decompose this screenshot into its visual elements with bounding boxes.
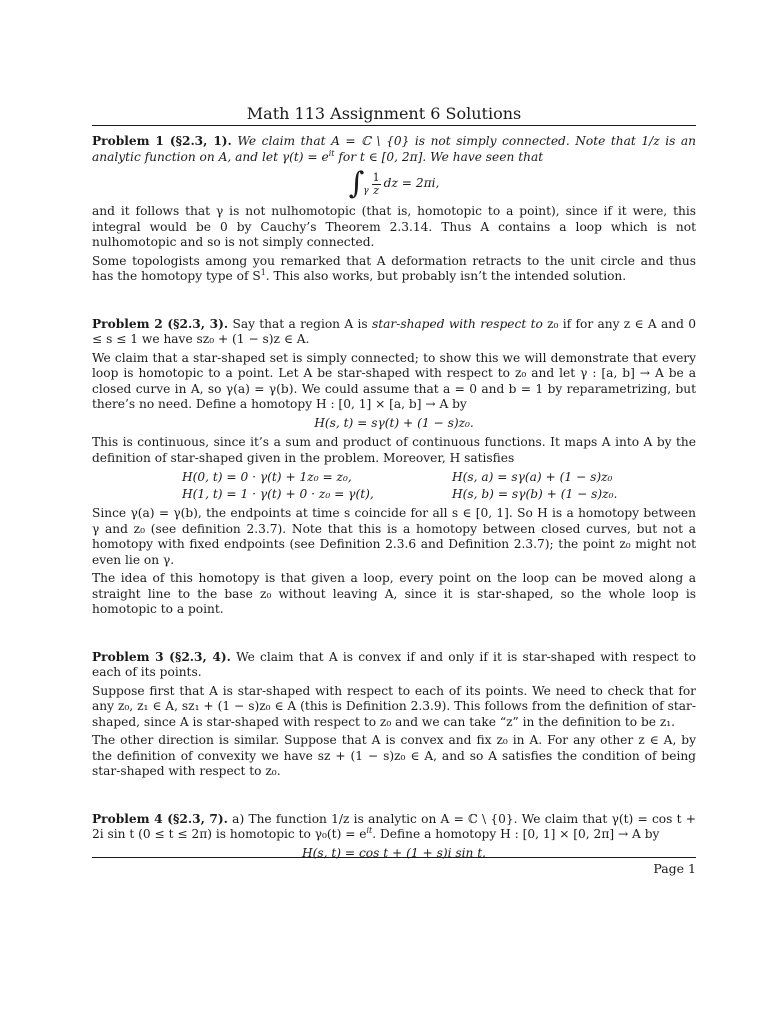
problem-2-endpoints: Since γ(a) = γ(b), the endpoints at time s coincide for all s ∈ [0, 1]. So H is a homotopy between γ and z₀ (see definition 2.3.7). Note that this is a homotopy between closed curves, but not a homotopy with fixed endpoints (see Definition 2.3.6 and Definition 2.3.7); the point z₀ might not even lie on γ. [92, 506, 696, 567]
problem-3-forward: Suppose first that A is star-shaped with respect to each of its points. We need to check that for any z₀, z₁ ∈ A, sz₁ + (1 − s)z₀ ∈ A (this is Definition 2.3.9). This follows from the definition of star-shaped, since A is star-shaped with respect to z₀ and we can take “z” in the definition to be z₁. [92, 683, 696, 729]
problem-4-heading: Problem 4 (§2.3, 7). [92, 811, 228, 826]
problem-1-intro: Problem 1 (§2.3, 1). We claim that A = ℂ \ {0} is not simply connected. Note that 1/z is an analytic function on A, and let $\gamma(t) = e^{it}$ for t ∈ [0, 2π]. We have seen that [92, 134, 696, 164]
footer-rule [92, 857, 696, 858]
problem-3-claim: Problem 3 (§2.3, 4). We claim that A is convex if and only if it is star-shaped with respect to each of its points. [92, 649, 697, 679]
problem-3-heading: Problem 3 (§2.3, 4). [92, 649, 231, 664]
problem-1-conclusion: and it follows that γ is not nulhomotopic (that is, homotopic to a point), since if it were, this integral would be 0 by Cauchy’s Theorem 2.3.14. Thus A contains a loop which is not nulhomotopic and so is not simply connected. [92, 204, 696, 249]
problem-3-converse: The other direction is similar. Suppose that A is convex and fix z₀ in A. For any other z ∈ A, by the definition of convexity we have sz + (1 − s)z₀ ∈ A, and so A satisfies the condition of being star-shaped with respect to z₀. [92, 733, 696, 778]
fraction: $\frac{1}{z}$ [372, 170, 380, 197]
problem-1-heading: Problem 1 (§2.3, 1). [92, 134, 232, 148]
problem-4-claim: Problem 4 (§2.3, 7). a) The function 1/z is analytic on A = ℂ \ {0}. We claim that γ(t) = cos t + 2i sin t (0 ≤ t ≤ 2π) is homotopic to $\gamma_0(t) = e^{it}$. Define a homotopy H : [0, 1] × [0, 2π] → A by [92, 811, 696, 841]
page-number: Page 1 [653, 861, 696, 876]
problem-2-heading: Problem 2 (§2.3, 3). [92, 316, 229, 331]
problem-4 [92, 812, 696, 862]
problem-2-claim: We claim that a star-shaped set is simply connected; to show this we will demonstrate that every loop is homotopic to a point. Let A be star-shaped with respect to z₀ and let γ : [a, b] → A be a closed curve in A, so γ(a) = γ(b). We could assume that a = 0 and b = 1 by reparametrizing, but there’s no need. Define a homotopy H : [0, 1] × [a, b] → A by [92, 350, 696, 411]
homotopy-conditions: H(0, t) = 0 · γ(t) + 1z₀ = z₀, H(s, a) = sγ(a) + (1 − s)z₀ H(1, t) = 1 · γ(t) + 0 · z₀ = γ(t), H(s, b) = sγ(b) + (1 − s)z₀. [182, 470, 618, 501]
homotopy-equation: H(s, t) = sγ(t) + (1 − s)z₀. [314, 415, 474, 430]
problem-2 [92, 317, 696, 618]
problem-3 [92, 650, 696, 780]
integral-equation: ∫ γ $\frac{1}{z}$ dz = 2πi, [348, 166, 440, 201]
document-body [92, 134, 696, 865]
problem-2-definition: Problem 2 (§2.3, 3). Say that a region A is star-shaped with respect to z₀ if for any z ∈ A and 0 ≤ s ≤ 1 we have sz₀ + (1 − s)z ∈ A. [92, 316, 696, 346]
problem-1 [92, 134, 696, 285]
page-title: Math 113 Assignment 6 Solutions [246, 104, 522, 123]
problem-2-continuity: This is continuous, since it’s a sum and product of continuous functions. It maps A into A by the definition of star-shaped given in the problem. Moreover, H satisfies [92, 435, 696, 465]
problem-1-remark: Some topologists among you remarked that A deformation retracts to the unit circle and thus has the homotopy type of $S^1$. This also works, but probably isn’t the intended solution. [92, 253, 696, 283]
title-rule [92, 125, 696, 126]
problem-2-idea: The idea of this homotopy is that given a loop, every point on the loop can be moved along a straight line to the base z₀ without leaving A, since it is star-shaped, so the whole loop is homotopic to a point. [92, 571, 696, 616]
integral-sign-icon: ∫ [348, 166, 365, 201]
problem-4-homotopy: H(s, t) = cos t + (1 + s)i sin t. [301, 845, 487, 860]
